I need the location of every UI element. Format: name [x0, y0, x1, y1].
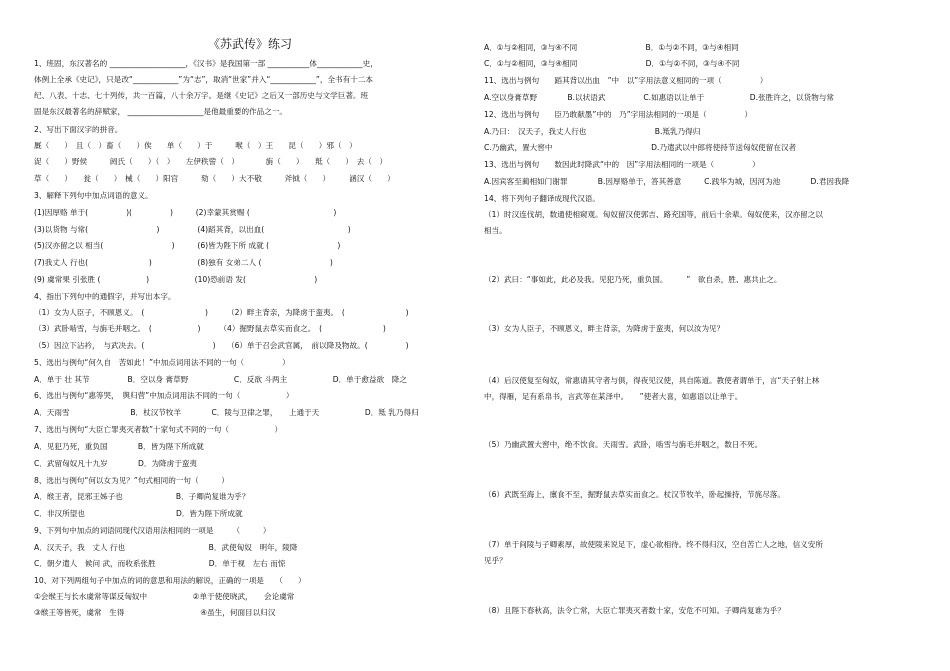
question-heading: 6、选出与例句“惠等哭， 舆归营”中加点词用法不同的一句（ ） — [34, 391, 294, 400]
exercise-line: (9) 虞常果 引张胜 ( ) (10)恐前语 发( ) — [34, 275, 318, 284]
question-heading: 9、下列句中加点的词语同现代汉语用法相同的一项是 （ ） — [34, 526, 271, 535]
option-line: A．①与②相同，③与④不同 B．①与②不同，③与④相同 — [484, 43, 739, 52]
exercise-line: (1)因厚赂 单于( )( ) (2)幸蒙其赏赐 ( ) — [34, 208, 337, 217]
q1-line: 纪、八表、十志、七十列传，共一百篇，八十余万字。是继《史记》之后又一部历史与文学巨著。班 — [34, 91, 369, 100]
exercise-line: （5）因泣下沾衿， 与武决去。( ) （6）单于召会武官属， 前以降及物故。( ) — [34, 341, 409, 350]
question-heading: 11、选出与例句 蹈其背以出血 ”中 以”字用法意义相同的一项（ ） — [484, 76, 768, 85]
question-heading: 7、选出与例句“大臣亡罪夷灭者数”十家句式不同的一句（ ） — [34, 425, 283, 434]
translation-line: 相当。 — [484, 226, 507, 235]
option-line: A．缑王者，昆邪王姊子也 B．子卿尚复谁为乎？ — [34, 492, 250, 501]
option-line: C.乃幽武，置大窖中 D.乃遣武以中郎将使持节送匈奴使留在汉者 — [484, 143, 797, 152]
pinyin-line: 浞（ ）野侯 阏氏（ ）（ ） 左伊秩訾（ ） 旃（ ） 羝（ ） 去（ ） — [34, 157, 388, 166]
exercise-line: (7)我丈人 行也( ) (8)独有 女弟二人 ( ) — [34, 258, 333, 267]
translation-line: （6）武既至海上，廪食不至，掘野鼠去草实而食之。杖汉节牧羊，卧起操持，节旄尽落。 — [484, 490, 785, 499]
pinyin-line: 草（ ） 瓮（ ） 械（ ）阳宫 劾（ ）大不敬 斧钺（ ） 涵汉（ ） — [34, 174, 395, 183]
page-title: 《苏武传》练习 — [208, 37, 293, 51]
option-line: A.乃曰： 汉天子，我丈人行也 B.羝乳乃得归 — [484, 127, 701, 136]
exercise-line: （1）女为人臣子，不顾恩义。 ( ) （2）畔主背亲，为降虏于蛮夷。 ( ) — [34, 308, 409, 317]
question-heading: 4、指出下列句中的通假字，并写出本字。 — [34, 292, 176, 301]
pinyin-line: 厩（ ） 且（ ）畜（ ）俟 单（ ）于 喉（ ）王 昆（ ）邪（ ） — [34, 141, 357, 150]
option-line: A．见犯乃死，重负国 B．皆为陛下所成就 — [34, 442, 204, 451]
option-line: C．武留匈奴凡十九岁 D．为降虏于蛮夷 — [34, 459, 198, 468]
option-line: A.空以身膏草野 B.以状语武 C.如惠语以让单于 D.张胜许之，以货物与常 — [484, 93, 835, 102]
translation-line: 中，得雁，足有系帛书，言武等在某泽中。 ”使者大喜，如惠语以让单于。 — [484, 392, 743, 401]
translation-line: （7）单于间陵与子卿素厚，故使陵来说足下，虚心欲相待。终不得归汉，空自苦亡人之地，信义安所 — [484, 540, 823, 549]
translation-line: （1）时汉连伐胡，数通使相窥观。匈奴留汉使郭吉、路充国等，前后十余辈。匈奴使来，汉亦留之以 — [484, 210, 823, 219]
question-heading: 8、选出与例句“何以女为见？”句式相同的一句（ ） — [34, 476, 229, 485]
option-line: ③缑王等皆死，虞常 生得 ④虽生，何面目以归汉 — [34, 608, 276, 617]
question-heading: 13、选出与例句 数因此时降武“中的 因”字用法相同的一项是（ ） — [484, 160, 760, 169]
option-line: C．①与②相同，③与④相同 D．①与②不同，③与④不同 — [484, 59, 740, 68]
q1-line: 体例上全承《史记》，只是改“____________”为“志”，取消“世家”并入“____________”，全书有十二本 — [34, 75, 374, 84]
translation-line: （8）且陛下春秋高，法令亡常，大臣亡罪夷灭者数十家，安危不可知。子卿尚复谁为乎？ — [484, 606, 785, 615]
exercise-line: (3)以货物 与常( ) (4)蹈其背，以出血( ) — [34, 225, 351, 234]
question-heading: 12、选出与例句 臣乃敢献墨”中的 乃”字用法相同的一项是（ ） — [484, 110, 753, 119]
option-line: A．单于 壮 其节 B．空以身 膏草野 C．反欲 斗两主 D．单于愈益欲 降之 — [34, 375, 407, 384]
q1-line: 1、班固，东汉著名的 ____________________，《汉书》是我国第一部 ___________体____________史， — [34, 59, 378, 68]
translation-line: 见乎？ — [484, 556, 507, 565]
translation-line: （4）后汉使复至匈奴，常惠请其守者与俱，得夜见汉使，具自陈道。教使者谓单于，言“天子射上林 — [484, 376, 820, 385]
exercise-line: (5)汉亦留之以 相当( ) (6)皆为陛下所 成就 ( ) — [34, 241, 341, 250]
question-heading: 3、解释下列句中加点词语的意义。 — [34, 191, 153, 200]
option-line: A.因宾客至蔺相如门谢罪 B.因厚赂单于，答其善意 C.践华为城，因河为池 D.君因我降 — [484, 177, 850, 186]
question-heading: 14、将下列句子翻译成现代汉语。 — [484, 194, 600, 203]
question-heading: 2、写出下面汉字的拼音。 — [34, 125, 123, 134]
question-heading: 5、选出与例句“何久自 苦如此！”中加点词用法不同的一句（ ） — [34, 358, 290, 367]
option-line: A．汉天子，我 丈人 行也 B．武使匈奴 明年，陵降 — [34, 543, 298, 552]
translation-line: （5）乃幽武置大窖中，绝不饮食。天雨雪。武卧，啮雪与旃毛并咽之，数日不死。 — [484, 440, 763, 449]
option-line: C．朝夕遣人 候问 武，而收系张胜 D．单于视 左右 而惊 — [34, 559, 286, 568]
option-line: C．非汉所望也 D．皆为陛下所成就 — [34, 509, 243, 518]
question-heading: 10、对下列两组句子中加点的词的意思和用法的解说，正确的一项是 （ ） — [34, 576, 306, 585]
exercise-line: （3）武卧啮雪，与旃毛并咽之。 ( ) （4）掘野鼠去草实而食之。 ( ) — [34, 324, 386, 333]
translation-line: （2）武曰：“事如此，此必及我。见犯乃死，重负国。 ” 欲自杀，胜、惠共止之。 — [484, 275, 782, 284]
q1-line: 固是东汉最著名的辞赋家， ____________________是他最重要的作品之一。 — [34, 107, 288, 116]
option-line: A．天雨雪 B．杖汉节牧羊 C．陵与卫律之罪， 上通于天 D．羝 乳乃得归 — [34, 408, 419, 417]
option-line: ①会缑王与长水虞常等谋反匈奴中 ②单于使使晓武， 会论虞常 — [34, 592, 295, 601]
translation-line: （3）女为人臣子，不顾恩义，畔主背亲，为降虏于蛮夷，何以汝为见？ — [484, 324, 725, 333]
